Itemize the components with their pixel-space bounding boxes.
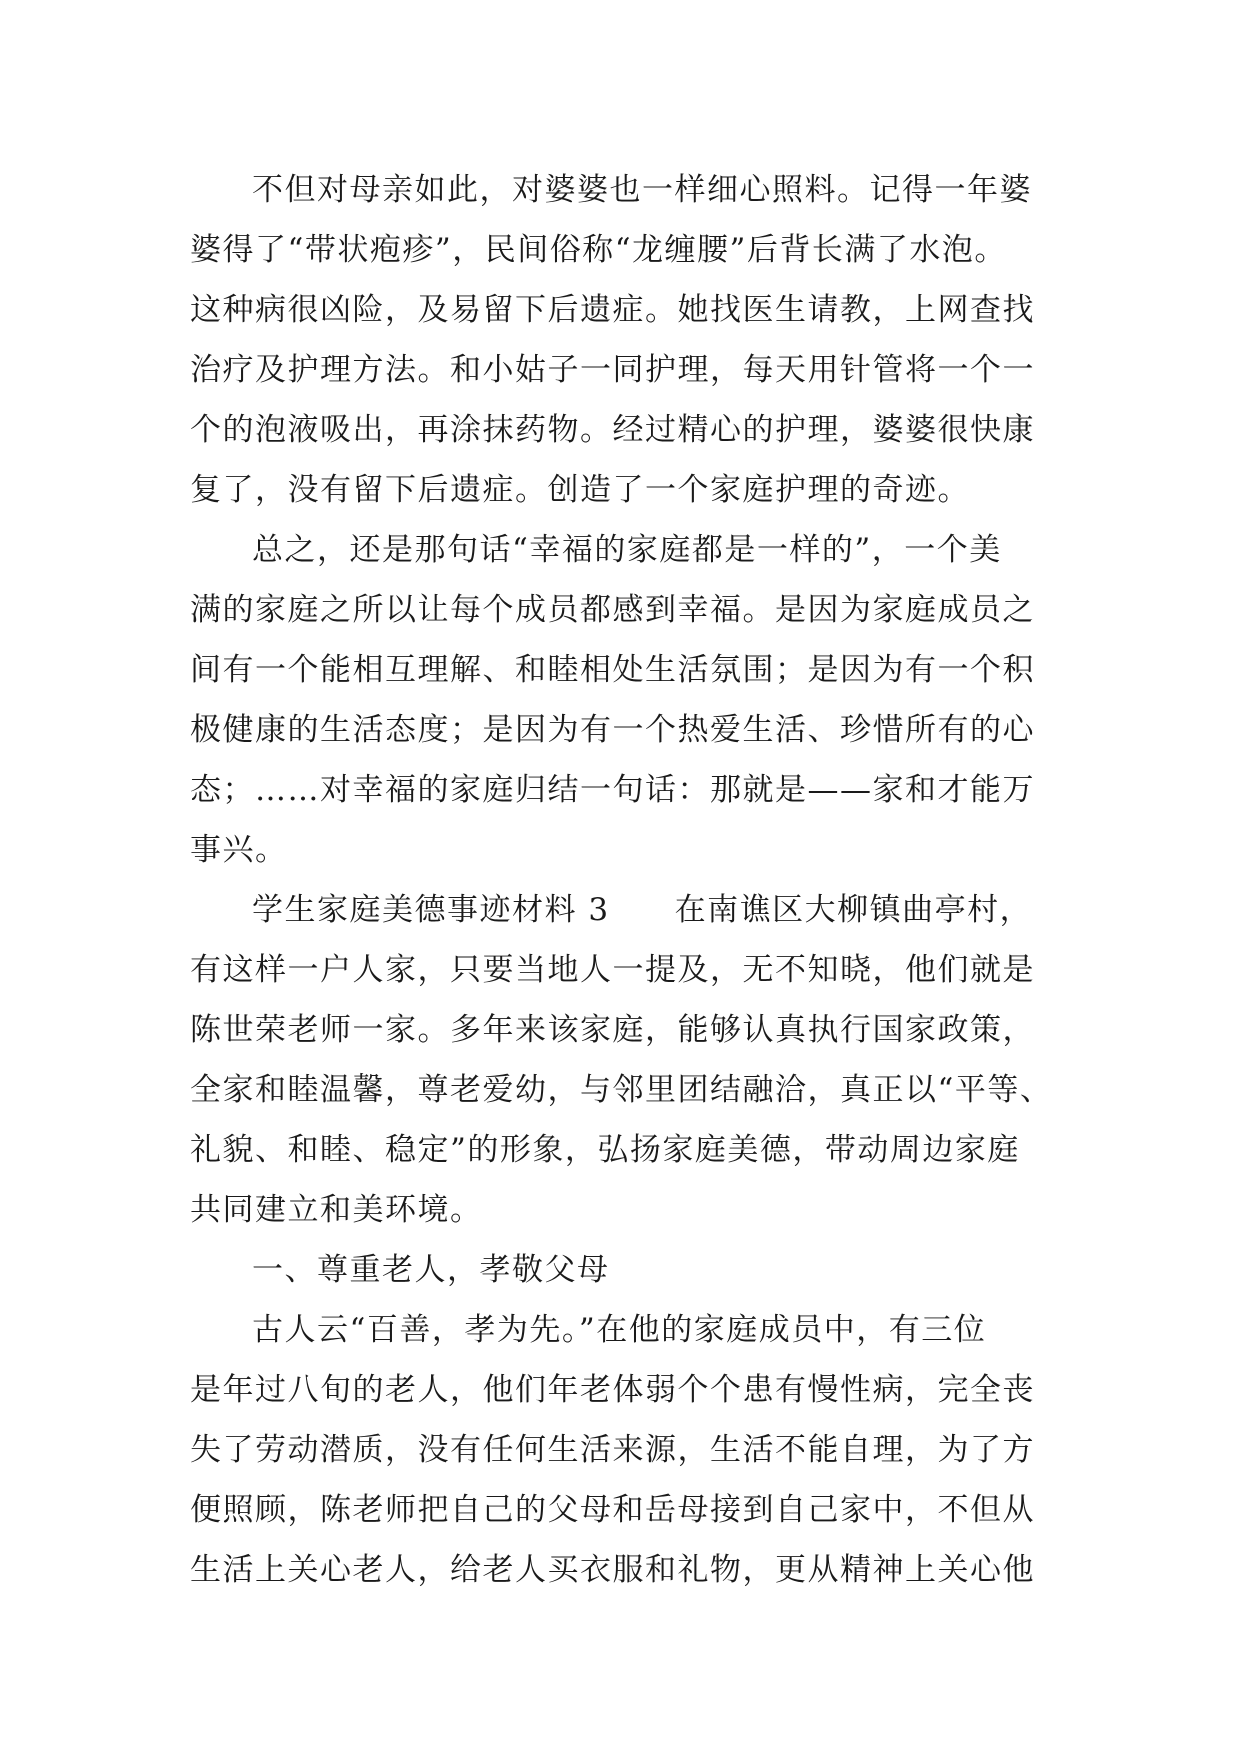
paragraph-line: 全家和睦温馨，尊老爱幼，与邻里团结融洽，真正以“平等、 <box>190 1072 1053 1108</box>
paragraph-line: 总之，还是那句话“幸福的家庭都是一样的”，一个美 <box>252 532 1002 568</box>
paragraph-line: 礼貌、和睦、稳定”的形象，弘扬家庭美德，带动周边家庭 <box>190 1132 1020 1168</box>
paragraph-line: 复了，没有留下后遗症。创造了一个家庭护理的奇迹。 <box>190 472 970 508</box>
paragraph-line: 婆得了“带状疱疹”，民间俗称“龙缠腰”后背长满了水泡。 <box>190 232 1007 268</box>
paragraph-line: 陈世荣老师一家。多年来该家庭，能够认真执行国家政策， <box>190 1012 1035 1048</box>
paragraph-line: 共同建立和美环境。 <box>190 1192 483 1228</box>
paragraph-line: 生活上关心老人，给老人买衣服和礼物，更从精神上关心他 <box>190 1552 1035 1588</box>
paragraph-line: 极健康的生活态度；是因为有一个热爱生活、珍惜所有的心 <box>190 712 1035 748</box>
paragraph-line: 便照顾，陈老师把自己的父母和岳母接到自己家中，不但从 <box>190 1492 1035 1528</box>
paragraph-line: 不但对母亲如此，对婆婆也一样细心照料。记得一年婆 <box>252 172 1032 208</box>
section-title-line: 学生家庭美德事迹材料 3 在南谯区大柳镇曲亭村， <box>252 892 1033 928</box>
paragraph-line: 有这样一户人家，只要当地人一提及，无不知晓，他们就是 <box>190 952 1035 988</box>
paragraph-line: 满的家庭之所以让每个成员都感到幸福。是因为家庭成员之 <box>190 592 1035 628</box>
paragraph-line: 个的泡液吸出，再涂抹药物。经过精心的护理，婆婆很快康 <box>190 412 1035 448</box>
paragraph-line: 这种病很凶险，及易留下后遗症。她找医生请教，上网查找 <box>190 292 1035 328</box>
document-body <box>190 160 1053 1600</box>
paragraph-line: 治疗及护理方法。和小姑子一同护理，每天用针管将一个一 <box>190 352 1035 388</box>
paragraph-line: 失了劳动潜质，没有任何生活来源，生活不能自理，为了方 <box>190 1432 1035 1468</box>
paragraph-line: 古人云“百善，孝为先。”在他的家庭成员中，有三位 <box>252 1312 987 1348</box>
paragraph-line: 间有一个能相互理解、和睦相处生活氛围；是因为有一个积 <box>190 652 1035 688</box>
paragraph-line: 态；……对幸福的家庭归结一句话：那就是——家和才能万 <box>190 772 1035 808</box>
paragraph-line: 事兴。 <box>190 832 288 868</box>
paragraph-line: 是年过八旬的老人，他们年老体弱个个患有慢性病，完全丧 <box>190 1372 1035 1408</box>
section-heading: 一、尊重老人，孝敬父母 <box>252 1252 610 1288</box>
